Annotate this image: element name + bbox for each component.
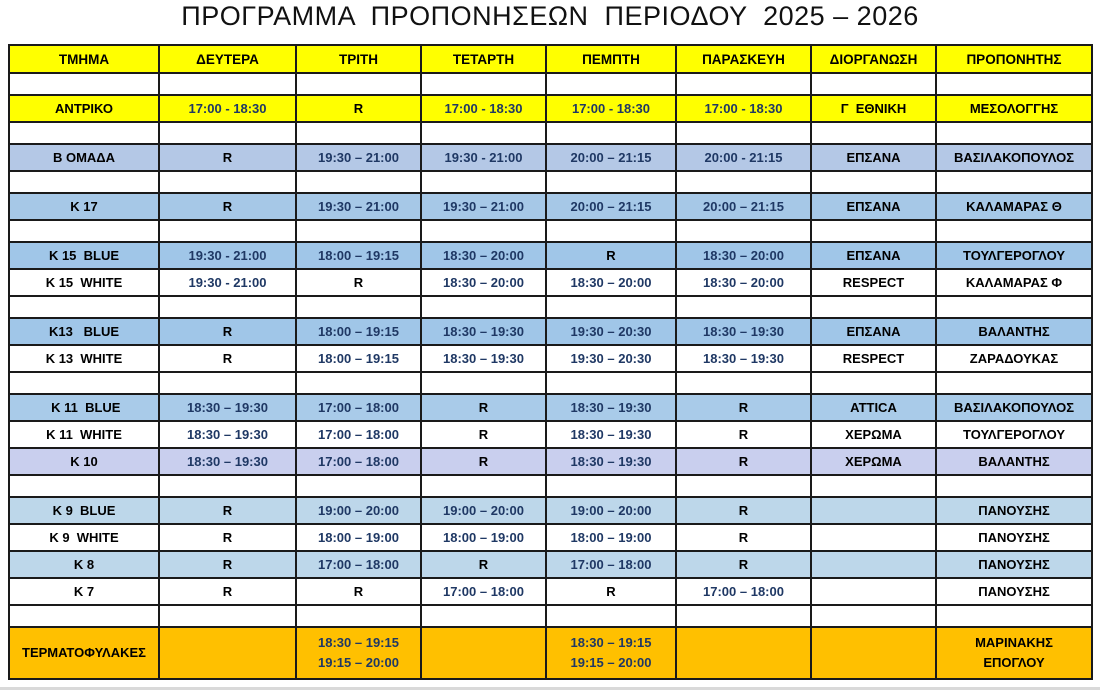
spacer-cell xyxy=(546,73,676,95)
time-cell: 18:30 – 20:00 xyxy=(421,242,546,269)
spacer-cell xyxy=(9,73,159,95)
time-cell: 18:00 – 19:15 xyxy=(296,242,421,269)
spacer-cell xyxy=(159,73,296,95)
org-cell xyxy=(811,551,936,578)
time-cell: R xyxy=(159,318,296,345)
cell-line: 19:15 – 20:00 xyxy=(570,655,652,670)
coach-cell: ΚΑΛΑΜΑΡΑΣ Θ xyxy=(936,193,1092,220)
coach-cell: ΚΑΛΑΜΑΡΑΣ Φ xyxy=(936,269,1092,296)
org-cell: Γ ΕΘΝΙΚΗ xyxy=(811,95,936,122)
team-name-cell: Κ13 BLUE xyxy=(9,318,159,345)
time-cell: 17:00 - 18:30 xyxy=(546,95,676,122)
table-row xyxy=(9,242,1092,269)
org-cell: ΕΠΣΑΝΑ xyxy=(811,242,936,269)
table-row xyxy=(9,345,1092,372)
time-cell: 18:00 – 19:00 xyxy=(296,524,421,551)
time-cell: 19:30 – 21:00 xyxy=(421,193,546,220)
spacer-cell xyxy=(9,220,159,242)
table-row xyxy=(9,144,1092,171)
org-cell: ΕΠΣΑΝΑ xyxy=(811,193,936,220)
org-cell: RESPECT xyxy=(811,345,936,372)
spacer-cell xyxy=(546,220,676,242)
time-cell: 19:30 – 21:00 xyxy=(296,193,421,220)
time-cell: 18:30 – 19:30 xyxy=(676,318,811,345)
bottom-divider xyxy=(0,687,1100,690)
spacer-cell xyxy=(936,122,1092,144)
spacer-cell xyxy=(159,171,296,193)
column-header: ΔΕΥΤΕΡΑ xyxy=(159,45,296,73)
org-cell xyxy=(811,627,936,679)
time-cell: R xyxy=(676,524,811,551)
time-cell: R xyxy=(676,421,811,448)
time-cell: 18:30 – 19:30 xyxy=(421,345,546,372)
column-header: ΤΜΗΜΑ xyxy=(9,45,159,73)
time-cell: R xyxy=(296,269,421,296)
table-row xyxy=(9,193,1092,220)
spacer-cell xyxy=(676,122,811,144)
spacer-cell xyxy=(676,73,811,95)
spacer-cell xyxy=(676,475,811,497)
spacer-cell xyxy=(421,475,546,497)
coach-cell: ΠΑΝΟΥΣΗΣ xyxy=(936,578,1092,605)
table-row xyxy=(9,318,1092,345)
table-row xyxy=(9,578,1092,605)
time-cell: 19:30 - 21:00 xyxy=(159,269,296,296)
team-name-cell: Κ 9 BLUE xyxy=(9,497,159,524)
time-cell: 17:00 - 18:30 xyxy=(676,95,811,122)
table-row xyxy=(9,421,1092,448)
schedule-table xyxy=(8,44,1093,680)
team-name-cell: Β ΟΜΑΔΑ xyxy=(9,144,159,171)
time-cell: 18:00 – 19:00 xyxy=(421,524,546,551)
time-cell: 17:00 – 18:00 xyxy=(546,551,676,578)
time-cell: R xyxy=(676,394,811,421)
spacer-cell xyxy=(159,220,296,242)
time-cell: 20:00 – 21:15 xyxy=(676,193,811,220)
time-cell: 19:30 - 21:00 xyxy=(421,144,546,171)
team-name-cell: Κ 9 WHITE xyxy=(9,524,159,551)
spacer-cell xyxy=(9,372,159,394)
cell-line: 18:30 – 19:15 xyxy=(318,634,399,650)
time-cell: 18:30 – 19:30 xyxy=(159,421,296,448)
team-name-cell: Κ 17 xyxy=(9,193,159,220)
time-cell: R xyxy=(421,394,546,421)
team-name-cell: Κ 15 WHITE xyxy=(9,269,159,296)
spacer-cell xyxy=(159,372,296,394)
coach-cell: ΒΑΣΙΛΑΚΟΠΟΥΛΟΣ xyxy=(936,144,1092,171)
time-cell: 18:30 – 19:30 xyxy=(676,345,811,372)
time-cell: 20:00 - 21:15 xyxy=(676,144,811,171)
team-name-cell: ΤΕΡΜΑΤΟΦΥΛΑΚΕΣ xyxy=(9,627,159,679)
column-header: ΠΡΟΠΟΝΗΤΗΣ xyxy=(936,45,1092,73)
time-cell: 19:30 – 20:30 xyxy=(546,345,676,372)
time-cell: R xyxy=(159,345,296,372)
spacer-cell xyxy=(811,73,936,95)
spacer-cell xyxy=(811,475,936,497)
time-cell: R xyxy=(159,578,296,605)
coach-cell: ΒΑΛΑΝΤΗΣ xyxy=(936,318,1092,345)
time-cell xyxy=(676,627,811,679)
time-cell: R xyxy=(296,578,421,605)
spacer-cell xyxy=(676,372,811,394)
time-cell: R xyxy=(159,524,296,551)
time-cell xyxy=(159,627,296,679)
time-cell xyxy=(546,627,676,679)
spacer-cell xyxy=(296,372,421,394)
time-cell: 18:30 – 20:00 xyxy=(676,242,811,269)
org-cell: ATTICA xyxy=(811,394,936,421)
spacer-cell xyxy=(9,122,159,144)
table-row xyxy=(9,95,1092,122)
time-cell: 17:00 – 18:00 xyxy=(296,551,421,578)
time-cell: R xyxy=(421,421,546,448)
coach-cell: ΤΟΥΛΓΕΡΟΓΛΟΥ xyxy=(936,242,1092,269)
spacer-cell xyxy=(296,220,421,242)
spacer-cell xyxy=(9,171,159,193)
time-cell xyxy=(296,627,421,679)
org-cell: ΧΕΡΩΜΑ xyxy=(811,421,936,448)
spacer-cell xyxy=(936,220,1092,242)
spacer-cell xyxy=(676,220,811,242)
team-name-cell: Κ 11 BLUE xyxy=(9,394,159,421)
team-name-cell: ΑΝΤΡΙΚΟ xyxy=(9,95,159,122)
spacer-cell xyxy=(936,372,1092,394)
time-cell: 17:00 - 18:30 xyxy=(159,95,296,122)
team-name-cell: Κ 13 WHITE xyxy=(9,345,159,372)
table-row xyxy=(9,524,1092,551)
time-cell: R xyxy=(421,551,546,578)
time-cell: 17:00 – 18:00 xyxy=(676,578,811,605)
cell-line: 19:15 – 20:00 xyxy=(318,655,399,670)
time-cell: R xyxy=(546,242,676,269)
team-name-cell: Κ 7 xyxy=(9,578,159,605)
spacer-cell xyxy=(9,605,159,627)
table-row xyxy=(9,269,1092,296)
spacer-cell xyxy=(811,171,936,193)
spacer-row xyxy=(9,296,1092,318)
spacer-cell xyxy=(546,372,676,394)
coach-cell xyxy=(936,627,1092,679)
coach-cell: ΠΑΝΟΥΣΗΣ xyxy=(936,524,1092,551)
spacer-row xyxy=(9,475,1092,497)
spacer-cell xyxy=(159,296,296,318)
spacer-row xyxy=(9,122,1092,144)
spacer-row xyxy=(9,220,1092,242)
spacer-cell xyxy=(676,605,811,627)
spacer-cell xyxy=(296,296,421,318)
coach-cell: ΖΑΡΑΔΟΥΚΑΣ xyxy=(936,345,1092,372)
time-cell: 17:00 – 18:00 xyxy=(296,421,421,448)
spacer-cell xyxy=(546,475,676,497)
time-cell: 18:00 – 19:15 xyxy=(296,345,421,372)
spacer-cell xyxy=(546,171,676,193)
time-cell: 19:00 – 20:00 xyxy=(546,497,676,524)
time-cell: 19:00 – 20:00 xyxy=(421,497,546,524)
spacer-cell xyxy=(936,171,1092,193)
coach-cell: ΒΑΛΑΝΤΗΣ xyxy=(936,448,1092,475)
spacer-cell xyxy=(936,475,1092,497)
org-cell: ΕΠΣΑΝΑ xyxy=(811,144,936,171)
spacer-cell xyxy=(811,220,936,242)
spacer-cell xyxy=(421,605,546,627)
column-header: ΠΕΜΠΤΗ xyxy=(546,45,676,73)
table-row xyxy=(9,551,1092,578)
time-cell: R xyxy=(159,497,296,524)
time-cell: R xyxy=(676,497,811,524)
spacer-cell xyxy=(9,296,159,318)
spacer-cell xyxy=(936,73,1092,95)
time-cell: 18:00 – 19:15 xyxy=(296,318,421,345)
time-cell: R xyxy=(296,95,421,122)
spacer-cell xyxy=(159,475,296,497)
table-row xyxy=(9,627,1092,679)
spacer-cell xyxy=(421,220,546,242)
time-cell xyxy=(421,627,546,679)
org-cell xyxy=(811,497,936,524)
spacer-cell xyxy=(811,122,936,144)
cell-line: ΕΠΟΓΛΟΥ xyxy=(983,655,1045,670)
time-cell: 18:30 – 19:30 xyxy=(546,421,676,448)
time-cell: 18:30 – 19:30 xyxy=(546,394,676,421)
cell-line: 18:30 – 19:15 xyxy=(570,634,652,650)
team-name-cell: Κ 15 BLUE xyxy=(9,242,159,269)
spacer-cell xyxy=(296,605,421,627)
time-cell: 19:30 – 20:30 xyxy=(546,318,676,345)
spacer-cell xyxy=(421,296,546,318)
coach-cell: ΒΑΣΙΛΑΚΟΠΟΥΛΟΣ xyxy=(936,394,1092,421)
time-cell: R xyxy=(676,551,811,578)
table-header xyxy=(9,45,1092,73)
spacer-cell xyxy=(159,122,296,144)
table-row xyxy=(9,394,1092,421)
team-name-cell: Κ 11 WHITE xyxy=(9,421,159,448)
org-cell xyxy=(811,524,936,551)
spacer-cell xyxy=(546,296,676,318)
coach-cell: ΤΟΥΛΓΕΡΟΓΛΟΥ xyxy=(936,421,1092,448)
spacer-cell xyxy=(159,605,296,627)
spacer-row xyxy=(9,171,1092,193)
time-cell: 18:30 – 19:30 xyxy=(546,448,676,475)
time-cell: 18:30 – 20:00 xyxy=(676,269,811,296)
table-row xyxy=(9,497,1092,524)
spacer-row xyxy=(9,605,1092,627)
cell-line: ΜΑΡΙΝΑΚΗΣ xyxy=(975,634,1053,650)
time-cell: 18:30 – 20:00 xyxy=(421,269,546,296)
spacer-cell xyxy=(546,122,676,144)
time-cell: 17:00 - 18:30 xyxy=(421,95,546,122)
spacer-cell xyxy=(421,122,546,144)
column-header: ΤΡΙΤΗ xyxy=(296,45,421,73)
time-cell: 17:00 – 18:00 xyxy=(296,394,421,421)
table-row xyxy=(9,448,1092,475)
team-name-cell: Κ 8 xyxy=(9,551,159,578)
coach-cell: ΜΕΣΟΛΟΓΓΗΣ xyxy=(936,95,1092,122)
column-header: ΔΙΟΡΓΑΝΩΣΗ xyxy=(811,45,936,73)
time-cell: 18:00 – 19:00 xyxy=(546,524,676,551)
org-cell xyxy=(811,578,936,605)
time-cell: R xyxy=(421,448,546,475)
time-cell: R xyxy=(159,144,296,171)
time-cell: 19:00 – 20:00 xyxy=(296,497,421,524)
team-name-cell: Κ 10 xyxy=(9,448,159,475)
page-title: ΠΡΟΓΡΑΜΜΑ ΠΡΟΠΟΝΗΣΕΩΝ ΠΕΡΙΟΔΟΥ 2025 – 2026 xyxy=(181,1,919,31)
time-cell: R xyxy=(159,551,296,578)
time-cell: 18:30 – 19:30 xyxy=(159,394,296,421)
org-cell: RESPECT xyxy=(811,269,936,296)
spacer-cell xyxy=(811,372,936,394)
spacer-cell xyxy=(676,171,811,193)
column-header: ΤΕΤΑΡΤΗ xyxy=(421,45,546,73)
spacer-cell xyxy=(546,605,676,627)
time-cell: 18:30 – 19:30 xyxy=(421,318,546,345)
spacer-cell xyxy=(936,605,1092,627)
spacer-cell xyxy=(421,73,546,95)
time-cell: 20:00 – 21:15 xyxy=(546,193,676,220)
spacer-row xyxy=(9,372,1092,394)
time-cell: 17:00 – 18:00 xyxy=(421,578,546,605)
spacer-cell xyxy=(9,475,159,497)
time-cell: 17:00 – 18:00 xyxy=(296,448,421,475)
spacer-cell xyxy=(296,475,421,497)
header-row xyxy=(9,45,1092,73)
spacer-cell xyxy=(811,296,936,318)
spacer-cell xyxy=(421,372,546,394)
spacer-cell xyxy=(811,605,936,627)
spacer-cell xyxy=(296,171,421,193)
time-cell: 20:00 – 21:15 xyxy=(546,144,676,171)
time-cell: 18:30 – 20:00 xyxy=(546,269,676,296)
coach-cell: ΠΑΝΟΥΣΗΣ xyxy=(936,551,1092,578)
column-header: ΠΑΡΑΣΚΕΥΗ xyxy=(676,45,811,73)
spacer-cell xyxy=(421,171,546,193)
org-cell: ΧΕΡΩΜΑ xyxy=(811,448,936,475)
time-cell: R xyxy=(676,448,811,475)
coach-cell: ΠΑΝΟΥΣΗΣ xyxy=(936,497,1092,524)
time-cell: R xyxy=(546,578,676,605)
table-body xyxy=(9,73,1092,679)
time-cell: 19:30 - 21:00 xyxy=(159,242,296,269)
spacer-row xyxy=(9,73,1092,95)
spacer-cell xyxy=(936,296,1092,318)
spacer-cell xyxy=(296,122,421,144)
org-cell: ΕΠΣΑΝΑ xyxy=(811,318,936,345)
time-cell: R xyxy=(159,193,296,220)
spacer-cell xyxy=(676,296,811,318)
spacer-cell xyxy=(296,73,421,95)
time-cell: 18:30 – 19:30 xyxy=(159,448,296,475)
time-cell: 19:30 – 21:00 xyxy=(296,144,421,171)
